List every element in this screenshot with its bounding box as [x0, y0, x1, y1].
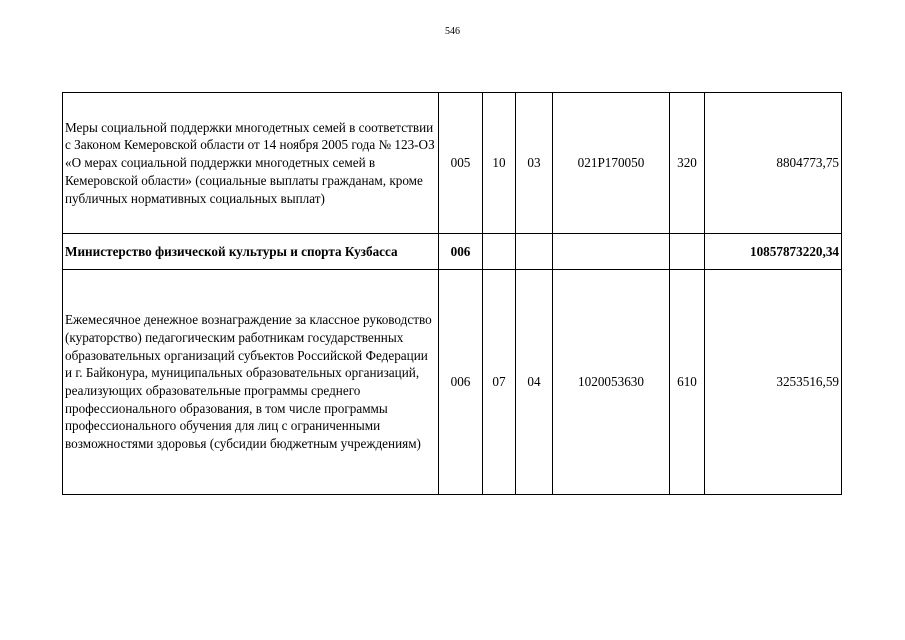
target-article-code: 021P170050 [553, 93, 670, 234]
page-number: 546 [445, 26, 460, 37]
table-row [63, 270, 842, 495]
section-code: 07 [483, 270, 516, 495]
section-code [483, 234, 516, 270]
row-name: Меры социальной поддержки многодетных семей в соответствии с Законом Кемеровской области от 14 ноября 2005 года № 123-ОЗ «О мерах социальной поддержки многодетных семей в Кемеровской области» (социальные выплаты гражданам, кроме публичных нормативных социальных выплат) [63, 93, 439, 234]
subsection-code: 03 [516, 93, 553, 234]
row-name: Ежемесячное денежное вознаграждение за классное руководство (кураторство) педагогическим работникам государственных образовательных организаций субъектов Российской Федерации и г. Байконура, муниципальных образовательных организаций, реализующих образовательные программы среднего профессионального образования, в том числе программы профессионального обучения для лиц с ограниченными возможностями здоровья (субсидии бюджетным учреждениям) [63, 270, 439, 495]
target-article-code [553, 234, 670, 270]
expense-type-code [670, 234, 705, 270]
expense-type-code: 320 [670, 93, 705, 234]
ministry-code: 005 [439, 93, 483, 234]
ministry-code: 006 [439, 270, 483, 495]
amount: 10857873220,34 [705, 234, 842, 270]
subsection-code: 04 [516, 270, 553, 495]
table-row [63, 234, 842, 270]
section-code: 10 [483, 93, 516, 234]
table-row [63, 93, 842, 234]
amount: 3253516,59 [705, 270, 842, 495]
expense-type-code: 610 [670, 270, 705, 495]
subsection-code [516, 234, 553, 270]
amount: 8804773,75 [705, 93, 842, 234]
row-name: Министерство физической культуры и спорта Кузбасса [63, 234, 439, 270]
budget-table [62, 92, 842, 495]
target-article-code: 1020053630 [553, 270, 670, 495]
ministry-code: 006 [439, 234, 483, 270]
